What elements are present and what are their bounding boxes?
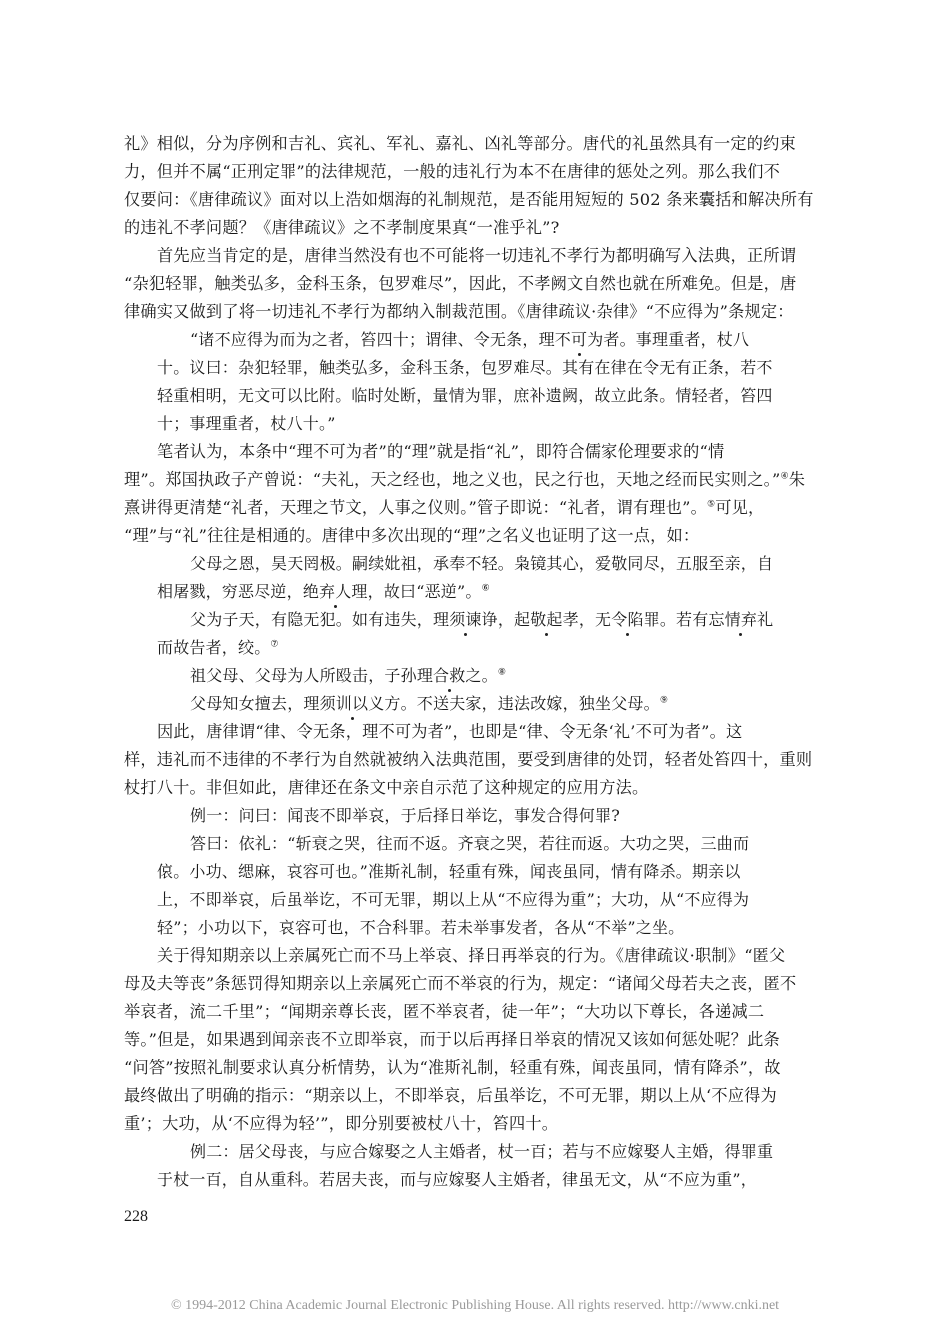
footnote-ref: ⑦ (270, 639, 279, 650)
quote-fragment: 相屠戮，穷恶尽逆， (157, 582, 303, 601)
quote-line (157, 582, 490, 602)
page-number: 228 (124, 1208, 148, 1225)
text-line (124, 470, 805, 490)
quote-fragment: 祖父母、父母为人所殴击，子孙 (190, 666, 417, 685)
copyright-footer: © 1994-2012 China Academic Journal Electronic Publishing House. All rights reserved. http://www.cnki.net (170, 1298, 780, 1313)
quote-fragment: ， (497, 610, 515, 629)
text-line: 的违礼不孝问题？《唐律疏议》之不孝制度果真“一准乎礼”? (124, 218, 560, 237)
emphasis-text: 无令陷罪 (595, 610, 660, 629)
text-line: 律确实又做到了将一切违礼不孝行为都纳入制裁范围。《唐律疏议·杂律》“不应得为”条规定： (124, 302, 794, 321)
emphasis-text: 理须训以义方 (303, 694, 401, 713)
quote-fragment: 。事理重者，杖八 (619, 330, 750, 349)
emphasis-text: 理不可为者 (538, 330, 620, 349)
quote-line: 答曰：依礼：“斩衰之哭，往而不返。齐衰之哭，若往而返。大功之哭，三曲而 (190, 834, 750, 853)
quote-fragment: 父母知女擅去， (190, 694, 304, 713)
quote-line (190, 330, 749, 350)
quote-line: 轻”；小功以下，哀容可也，不合科罪。若未举事发者，各从“不举”之坐。 (157, 918, 685, 937)
text-line (124, 498, 764, 518)
text-line: 等。”但是，如果遇到闻亲丧不立即举哀，而于以后再择日举哀的情况又该如何惩处呢？此条 (124, 1030, 780, 1049)
quote-fragment: 而故告者，绞。 (157, 638, 271, 657)
text-line: 力，但并不属“正刑定罪”的法律规范，一般的违礼行为本不在唐律的惩处之列。那么我们不 (124, 162, 781, 181)
text-line: 母及夫等丧”条惩罚得知期亲以上亲属死亡而不举哀的行为，规定：“诸闻父母若夫之丧，匿不 (124, 974, 797, 993)
quote-line: 轻重相明，无文可以比附。临时处断，量情为罪，庶补遗阙，故立此条。情轻者，笞四 (157, 386, 773, 405)
quote-line (190, 610, 773, 630)
text-fragment: 理”。郑国执政子产曾说：“夫礼，天之经也，地之义也，民之行也，天地之经而民实则之。” (124, 470, 781, 489)
emphasis-text: 忘情弃礼 (708, 610, 774, 629)
emphasis-text: 理须谏诤 (433, 610, 498, 629)
footnote-ref: ⑨ (659, 695, 669, 706)
quote-line: 例一：问曰：闻丧不即举哀，于后择日举讫，事发合得何罪? (190, 806, 620, 825)
quote-line: 十；事理重者，杖八十。” (157, 414, 336, 433)
quote-fragment: 。不送夫家，违法改嫁，独坐父母。 (400, 694, 660, 713)
text-line: 首先应当肯定的是，唐律当然没有也不可能将一切违礼不孝行为都明确写入法典，正所谓 (157, 246, 797, 265)
text-fragment: 熹讲得更清楚“礼者，天理之节文，人事之仪则。”管子即说：“礼者，谓有理也”。 (124, 498, 707, 517)
text-line: 因此，唐律谓“律、令无条，理不可为者”，也即是“律、令无条‘礼’不可为者”。这 (157, 722, 743, 741)
footnote-ref: ⑥ (481, 583, 490, 594)
emphasis-text: 起敬起孝 (514, 610, 579, 629)
text-line: 笔者认为，本条中“理不可为者”的“理”就是指“礼”，即符合儒家伦理要求的“情 (157, 442, 725, 461)
emphasis-text: 理合救之 (416, 666, 482, 685)
text-line: “理”与“礼”往往是相通的。唐律中多次出现的“理”之名义也证明了这一点，如： (124, 526, 700, 545)
quote-fragment: ， (578, 610, 596, 629)
text-line: 重’；大功，从‘不应得为轻’”，即分别要被杖八十，笞四十。 (124, 1114, 559, 1133)
quote-line: 偯。小功、缌麻，哀容可也。”准斯礼制，轻重有殊，闻丧虽同，情有降杀。期亲以 (157, 862, 741, 881)
text-line: “问答”按照礼制要求认真分析情势，认为“准斯礼制，轻重有殊，闻丧虽同，情有降杀”，故 (124, 1058, 781, 1077)
footnote-ref: ⑤ (706, 499, 716, 510)
text-line: 样，违礼而不违律的不孝行为自然就被纳入法典范围，要受到唐律的处罚，轻者处笞四十，重则 (124, 750, 813, 769)
footnote-ref: ④ (780, 471, 789, 482)
text-line: 杖打八十。非但如此，唐律还在条文中亲自示范了这种规定的应用方法。 (124, 778, 649, 797)
quote-line: 于杖一百，自从重科。若居夫丧，而与应嫁娶人主婚者，律虽无文，从“不应为重”， (157, 1170, 757, 1189)
quote-line (157, 638, 279, 658)
quote-line: 十。议曰：杂犯轻罪，触类弘多，金科玉条，包罗难尽。其有在律在令无有正条，若不 (157, 358, 773, 377)
quote-line (190, 666, 506, 686)
quote-line: 例二：居父母丧，与应合嫁娶之人主婚者，杖一百；若与不应嫁娶人主婚，得罪重 (190, 1142, 774, 1161)
text-line: “杂犯轻罪，触类弘多，金科玉条，包罗难尽”，因此，不孝阙文自然也就在所难免。但是，唐 (124, 274, 797, 293)
text-line: 举哀者，流二千里”；“闻期亲尊长丧，匿不举哀者，徒一年”；“大功以下尊长，各递减二 (124, 1002, 765, 1021)
quote-fragment: 。若有 (659, 610, 709, 629)
quote-fragment: ，故曰“恶逆”。 (367, 582, 482, 601)
quote-fragment: “诸不应得为而为之者，笞四十；谓律、令无条， (190, 330, 539, 349)
emphasis-text: 绝弃人理 (302, 582, 368, 601)
quote-line: 上，不即举哀，后虽举讫，不可无罪，期以上从“不应得为重”；大功，从“不应得为 (157, 890, 750, 909)
text-line: 礼》相似，分为序例和吉礼、宾礼、军礼、嘉礼、凶礼等部分。唐代的礼虽然具有一定的约束 (124, 134, 796, 153)
text-line: 最终做出了明确的指示：“期亲以上，不即举哀，后虽举讫，不可无罪，期以上从‘不应得为 (124, 1086, 777, 1105)
text-line: 仅要问：《唐律疏议》面对以上浩如烟海的礼制规范，是否能用短短的 502 条来囊括和解决所有 (124, 190, 814, 209)
quote-fragment: 。 (481, 666, 498, 685)
quote-fragment: 父为子天，有隐无犯。如有违失， (190, 610, 434, 629)
text-fragment: 可见， (715, 498, 765, 517)
quote-line: 父母之恩，昊天罔极。嗣续妣祖，承奉不轻。枭镜其心，爱敬同尽，五服至亲，自 (190, 554, 774, 573)
text-line: 关于得知期亲以上亲属死亡而不马上举哀、择日再举哀的行为。《唐律疏议·职制》“匿父 (157, 946, 786, 965)
text-fragment: 朱 (788, 470, 806, 489)
quote-line (190, 694, 668, 714)
footnote-ref: ⑧ (497, 667, 507, 678)
